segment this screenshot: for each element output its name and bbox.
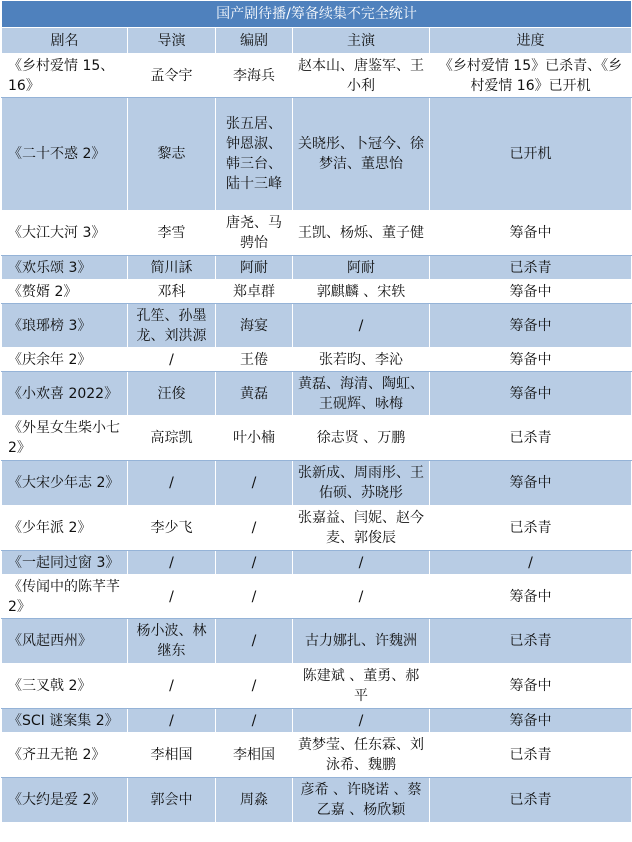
cell-status: 已开机 <box>430 98 632 211</box>
cell-name: 《大宋少年志 2》 <box>2 461 128 506</box>
cell-director: / <box>128 551 216 575</box>
cell-cast: 黄梦莹、任东霖、刘泳希、魏鹏 <box>293 733 430 778</box>
cell-name: 《赘婿 2》 <box>2 280 128 304</box>
cell-writer: 张五居、钟恩淑、韩三台、陆十三峰 <box>216 98 293 211</box>
cell-name: 《传闻中的陈芊芊 2》 <box>2 575 128 619</box>
cell-writer: / <box>216 575 293 619</box>
cell-name: 《齐丑无艳 2》 <box>2 733 128 778</box>
cell-cast: 徐志贤 、万鹏 <box>293 416 430 461</box>
cell-name: 《外星女生柴小七 2》 <box>2 416 128 461</box>
cell-cast: 张若昀、李沁 <box>293 348 430 372</box>
cell-writer: / <box>216 619 293 664</box>
cell-writer: 周淼 <box>216 778 293 823</box>
cell-name: 《小欢喜 2022》 <box>2 372 128 416</box>
header-name: 剧名 <box>2 28 128 54</box>
cell-status: 筹备中 <box>430 664 632 709</box>
cell-name: 《庆余年 2》 <box>2 348 128 372</box>
table-row <box>2 506 632 551</box>
cell-director: 邓科 <box>128 280 216 304</box>
table-row <box>2 461 632 506</box>
cell-name: 《二十不惑 2》 <box>2 98 128 211</box>
table-row <box>2 575 632 619</box>
cell-cast: 张嘉益、闫妮、赵今麦、郭俊辰 <box>293 506 430 551</box>
cell-cast: 张新成、周雨彤、王佑硕、苏晓彤 <box>293 461 430 506</box>
cell-writer: 唐尧、马骋怡 <box>216 211 293 256</box>
cell-status: 筹备中 <box>430 280 632 304</box>
cell-director: / <box>128 461 216 506</box>
cell-writer: 李相国 <box>216 733 293 778</box>
cell-writer: 郑卓群 <box>216 280 293 304</box>
series-table-sheet <box>1 0 631 823</box>
cell-director: 李相国 <box>128 733 216 778</box>
cell-writer: / <box>216 461 293 506</box>
cell-cast: / <box>293 551 430 575</box>
table-row <box>2 54 632 98</box>
table-row <box>2 416 632 461</box>
cell-director: 孔笙、孙墨龙、刘洪源 <box>128 304 216 348</box>
cell-writer: 海宴 <box>216 304 293 348</box>
cell-cast: 陈建斌 、董勇、郝平 <box>293 664 430 709</box>
table-title: 国产剧待播/筹备续集不完全统计 <box>2 1 632 28</box>
cell-status: 筹备中 <box>430 372 632 416</box>
cell-director: / <box>128 575 216 619</box>
cell-cast: 阿耐 <box>293 256 430 280</box>
header-status: 进度 <box>430 28 632 54</box>
cell-name: 《SCI 谜案集 2》 <box>2 709 128 733</box>
cell-director: 杨小波、林继东 <box>128 619 216 664</box>
cell-name: 《大江大河 3》 <box>2 211 128 256</box>
cell-cast: / <box>293 709 430 733</box>
cell-cast: 关晓彤、卜冠今、徐梦洁、董思怡 <box>293 98 430 211</box>
cell-name: 《大约是爱 2》 <box>2 778 128 823</box>
cell-status: 《乡村爱情 15》已杀青、《乡村爱情 16》已开机 <box>430 54 632 98</box>
table-row <box>2 348 632 372</box>
table-row <box>2 778 632 823</box>
cell-status: 已杀青 <box>430 506 632 551</box>
cell-status: 筹备中 <box>430 348 632 372</box>
cell-director: / <box>128 709 216 733</box>
cell-writer: / <box>216 709 293 733</box>
table-row <box>2 372 632 416</box>
cell-name: 《乡村爱情 15、16》 <box>2 54 128 98</box>
cell-cast: 彦希 、许晓诺 、蔡乙嘉 、杨欣颖 <box>293 778 430 823</box>
cell-writer: / <box>216 551 293 575</box>
table-row <box>2 551 632 575</box>
cell-name: 《风起西州》 <box>2 619 128 664</box>
table-row <box>2 304 632 348</box>
cell-director: 汪俊 <box>128 372 216 416</box>
table-body <box>2 54 632 823</box>
cell-cast: 郭麒麟 、宋轶 <box>293 280 430 304</box>
table-row <box>2 733 632 778</box>
cell-writer: 王倦 <box>216 348 293 372</box>
table-title-row <box>2 1 632 28</box>
cell-director: 李雪 <box>128 211 216 256</box>
cell-director: / <box>128 348 216 372</box>
cell-name: 《少年派 2》 <box>2 506 128 551</box>
table-row <box>2 709 632 733</box>
table-row <box>2 98 632 211</box>
cell-name: 《琅琊榜 3》 <box>2 304 128 348</box>
header-cast: 主演 <box>293 28 430 54</box>
cell-status: / <box>430 551 632 575</box>
cell-status: 已杀青 <box>430 619 632 664</box>
cell-status: 已杀青 <box>430 778 632 823</box>
cell-director: 孟令宇 <box>128 54 216 98</box>
cell-status: 已杀青 <box>430 416 632 461</box>
cell-name: 《三叉戟 2》 <box>2 664 128 709</box>
cell-status: 筹备中 <box>430 211 632 256</box>
cell-writer: / <box>216 506 293 551</box>
cell-director: / <box>128 664 216 709</box>
cell-cast: / <box>293 304 430 348</box>
cell-cast: 黄磊、海清、陶虹、王砚辉、咏梅 <box>293 372 430 416</box>
cell-director: 黎志 <box>128 98 216 211</box>
cell-status: 筹备中 <box>430 575 632 619</box>
cell-writer: 阿耐 <box>216 256 293 280</box>
cell-writer: 李海兵 <box>216 54 293 98</box>
cell-director: 郭会中 <box>128 778 216 823</box>
cell-cast: 赵本山、唐鉴军、王小利 <box>293 54 430 98</box>
cell-writer: 叶小楠 <box>216 416 293 461</box>
table-row <box>2 619 632 664</box>
cell-name: 《一起同过窗 3》 <box>2 551 128 575</box>
cell-cast: 王凯、杨烁、董子健 <box>293 211 430 256</box>
cell-cast: 古力娜扎、许魏洲 <box>293 619 430 664</box>
table-header-row <box>2 28 632 54</box>
cell-status: 已杀青 <box>430 733 632 778</box>
cell-writer: / <box>216 664 293 709</box>
cell-status: 筹备中 <box>430 709 632 733</box>
cell-cast: / <box>293 575 430 619</box>
header-writer: 编剧 <box>216 28 293 54</box>
header-director: 导演 <box>128 28 216 54</box>
cell-director: 高琮凯 <box>128 416 216 461</box>
cell-writer: 黄磊 <box>216 372 293 416</box>
table-row <box>2 211 632 256</box>
cell-status: 已杀青 <box>430 256 632 280</box>
table-row <box>2 256 632 280</box>
cell-status: 筹备中 <box>430 461 632 506</box>
table-row <box>2 280 632 304</box>
table-row <box>2 664 632 709</box>
cell-status: 筹备中 <box>430 304 632 348</box>
series-table <box>1 0 632 823</box>
cell-director: 简川訸 <box>128 256 216 280</box>
cell-director: 李少飞 <box>128 506 216 551</box>
cell-name: 《欢乐颂 3》 <box>2 256 128 280</box>
